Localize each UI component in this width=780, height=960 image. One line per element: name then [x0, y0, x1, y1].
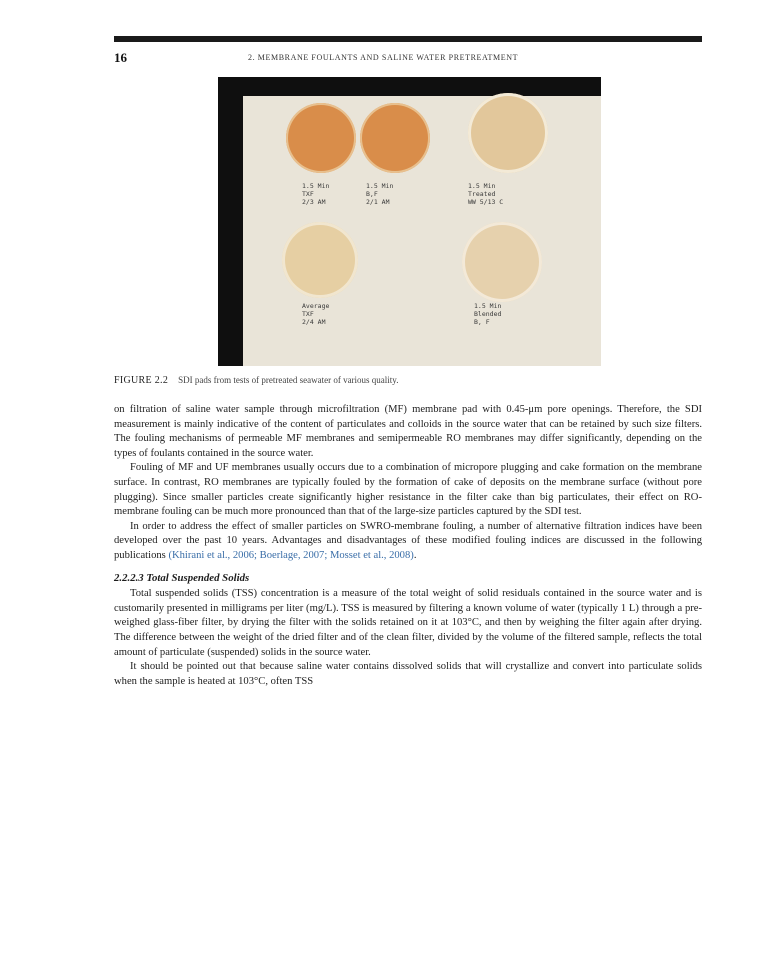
paragraph-2: Fouling of MF and UF membranes usually occurs due to a combination of micropore plugging and cake formation on the membrane surface. In contrast, RO membranes are typically fouled by the formation of cake of deposits on the membrane surface (without pore plugging). Since smaller particles create significantly higher resistance in the filter cake than big particulates, their effect on RO-membrane fouling can be much more pronounced than that of the large-size particles captured by the SDI test. [114, 462, 702, 518]
pad-label-4: Average TXF 2/4 AM [302, 302, 330, 326]
paragraph-3-text: In order to address the effect of smaller particles on SWRO-membrane fouling, a number of alternative filtration indices have been developed over the past 10 years. Advantages and disadvantages of these modified fouling indices are discussed in the following publications [114, 520, 702, 561]
paragraph-1: on filtration of saline water sample through microfiltration (MF) membrane pad with 0.45-μm pore openings. Therefore, the SDI measurement is mainly indicative of the content of particulates and colloids in the source water that can be retained by such size filters. The fouling mechanisms of permeable MF membranes and semipermeable RO membranes may differ significantly, depending on the types of foulants contained in the source water. [114, 404, 702, 459]
citation-links[interactable]: (Khirani et al., 2006; Boerlage, 2007; Mosset et al., 2008) [168, 549, 414, 561]
paragraph-4: Total suspended solids (TSS) concentration is a measure of the total weight of solid residuals contained in the source water and is customarily presented in milligrams per liter (mg/L). TSS is measured by filtering a known volume of water (typically 1 L) through a pre-weighed glass-fiber filter, by drying the filter with the solids retained on it at 103°C, and then by weighing the filter again after drying. The difference between the weight of the dried filter and of the clean filter, divided by the volume of the filtered sample, reflects the total amount of particulate (suspended) solids in the source water. [114, 588, 702, 658]
body-text [114, 403, 702, 689]
header-rule [114, 36, 702, 42]
figure-label: FIGURE 2.2 [114, 375, 169, 386]
pad-label-5: 1.5 Min Blended B, F [474, 302, 502, 326]
pad-label-3: 1.5 Min Treated WW 5/13 C [468, 182, 504, 206]
figure-photo [218, 77, 601, 366]
running-head: 2. MEMBRANE FOULANTS AND SALINE WATER PRETREATMENT [248, 53, 519, 62]
paragraph-5: It should be pointed out that because saline water contains dissolved solids that will crystallize and convert into particulate solids when the sample is heated at 103°C, often TSS [114, 661, 702, 687]
page-number: 16 [114, 50, 127, 65]
figure-caption [114, 375, 398, 386]
sdi-pad-2 [360, 103, 430, 173]
sdi-pad-5 [462, 222, 542, 302]
pad-label-2: 1.5 Min B,F 2/1 AM [366, 182, 394, 206]
section-heading: 2.2.2.3 Total Suspended Solids [114, 571, 250, 584]
sdi-pad-3 [468, 93, 548, 173]
figure-caption-text: SDI pads from tests of pretreated seawater of various quality. [178, 375, 399, 385]
pad-label-1: 1.5 Min TXF 2/3 AM [302, 182, 330, 206]
sdi-pad-4 [282, 222, 358, 298]
paragraph-3 [114, 520, 702, 564]
sdi-pad-1 [286, 103, 356, 173]
paragraph-3-end: . [413, 549, 417, 561]
